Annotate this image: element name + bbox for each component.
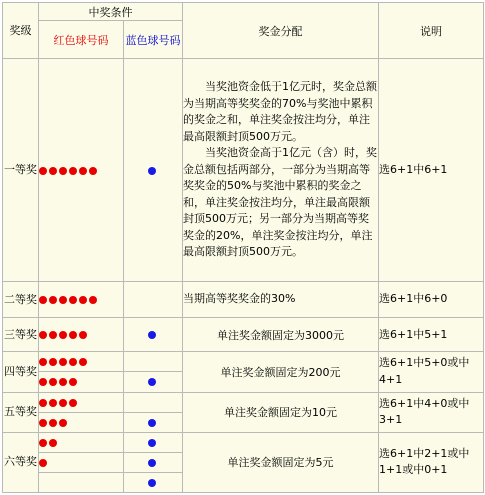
header-blue: 蓝色球号码 xyxy=(124,21,183,59)
prize-note: 选6+1中4+0或中3+1 xyxy=(379,392,484,432)
prize-note: 选6+1中5+0或中4+1 xyxy=(379,352,484,392)
prize-level: 四等奖 xyxy=(3,352,39,392)
blue-balls xyxy=(124,432,183,452)
red-ball xyxy=(79,167,87,175)
header-condition: 中奖条件 xyxy=(39,3,183,21)
table-row xyxy=(3,59,484,282)
red-ball xyxy=(49,419,57,427)
blue-ball xyxy=(148,419,156,427)
red-ball xyxy=(39,378,47,386)
blue-balls xyxy=(124,372,183,392)
red-ball xyxy=(49,439,57,447)
header-level: 奖级 xyxy=(3,3,39,59)
prize-distribution: 单注奖金额固定为10元 xyxy=(183,392,379,432)
red-ball xyxy=(69,167,77,175)
red-ball xyxy=(49,296,57,304)
prize-note: 选6+1中2+1或中1+1或中0+1 xyxy=(379,432,484,492)
prize-distribution: 单注奖金额固定为5元 xyxy=(183,432,379,492)
prize-level: 一等奖 xyxy=(3,59,39,282)
prize-level: 六等奖 xyxy=(3,432,39,492)
header-distribution: 奖金分配 xyxy=(183,3,379,59)
red-balls xyxy=(39,59,124,282)
prize-level: 五等奖 xyxy=(3,392,39,432)
red-ball xyxy=(49,399,57,407)
red-ball xyxy=(59,167,67,175)
prize-note: 选6+1中6+1 xyxy=(379,59,484,282)
red-ball xyxy=(39,296,47,304)
red-balls xyxy=(39,352,124,372)
table-row xyxy=(3,352,484,372)
distribution-paragraph: 当奖池资金高于1亿元（含）时，奖金总额包括两部分，一部分为当期高等奖奖金的50%与奖池中累积的奖金之和，单注奖金按注均分，单注最高限额封顶500万元；另一部分为当期高等奖奖金的20%，单注奖金按注均分，单注最高限额封顶500万元。 xyxy=(183,146,377,259)
blue-ball xyxy=(148,459,156,467)
table-row xyxy=(3,392,484,412)
red-ball xyxy=(69,378,77,386)
red-ball xyxy=(59,331,67,339)
header-red: 红色球号码 xyxy=(39,21,124,59)
red-ball xyxy=(79,331,87,339)
red-ball xyxy=(49,358,57,366)
red-ball xyxy=(59,358,67,366)
table-row xyxy=(3,432,484,452)
blue-balls xyxy=(124,452,183,472)
red-balls xyxy=(39,472,124,492)
red-ball xyxy=(39,331,47,339)
prize-distribution: 当期高等奖奖金的30% xyxy=(183,282,379,318)
blue-ball xyxy=(148,479,156,487)
red-ball xyxy=(59,399,67,407)
red-balls xyxy=(39,432,124,452)
red-balls xyxy=(39,412,124,432)
red-ball xyxy=(69,358,77,366)
red-ball xyxy=(39,459,47,467)
blue-ball xyxy=(148,378,156,386)
prize-note: 选6+1中6+0 xyxy=(379,282,484,318)
blue-ball xyxy=(148,439,156,447)
distribution-paragraph: 当奖池资金低于1亿元时，奖金总额为当期高等奖奖金的70%与奖池中累积的奖金之和，单注奖金按注均分，单注最高限额封顶500万元。 xyxy=(183,80,377,143)
red-ball xyxy=(79,296,87,304)
table-row xyxy=(3,282,484,318)
red-balls xyxy=(39,392,124,412)
prize-level: 三等奖 xyxy=(3,318,39,352)
red-ball xyxy=(59,419,67,427)
red-ball xyxy=(39,419,47,427)
red-ball xyxy=(39,439,47,447)
blue-ball xyxy=(148,167,156,175)
red-balls xyxy=(39,318,124,352)
red-ball xyxy=(69,331,77,339)
blue-balls xyxy=(124,318,183,352)
red-ball xyxy=(39,167,47,175)
red-ball xyxy=(49,167,57,175)
red-ball xyxy=(59,378,67,386)
red-ball xyxy=(49,378,57,386)
prize-level: 二等奖 xyxy=(3,282,39,318)
red-ball xyxy=(39,358,47,366)
red-ball xyxy=(79,358,87,366)
red-ball xyxy=(69,296,77,304)
blue-balls xyxy=(124,392,183,412)
prize-distribution: 单注奖金额固定为3000元 xyxy=(183,318,379,352)
blue-balls xyxy=(124,412,183,432)
red-ball xyxy=(89,167,97,175)
blue-balls xyxy=(124,282,183,318)
red-balls xyxy=(39,282,124,318)
red-ball xyxy=(59,296,67,304)
red-ball xyxy=(69,399,77,407)
table-row xyxy=(3,318,484,352)
red-ball xyxy=(49,331,57,339)
blue-balls xyxy=(124,59,183,282)
prize-table xyxy=(2,2,484,493)
red-balls xyxy=(39,372,124,392)
prize-distribution xyxy=(183,59,379,282)
prize-note: 选6+1中5+1 xyxy=(379,318,484,352)
blue-balls xyxy=(124,352,183,372)
red-balls xyxy=(39,452,124,472)
red-ball xyxy=(39,399,47,407)
header-note: 说明 xyxy=(379,3,484,59)
blue-ball xyxy=(148,331,156,339)
blue-balls xyxy=(124,472,183,492)
prize-distribution: 单注奖金额固定为200元 xyxy=(183,352,379,392)
red-ball xyxy=(89,296,97,304)
